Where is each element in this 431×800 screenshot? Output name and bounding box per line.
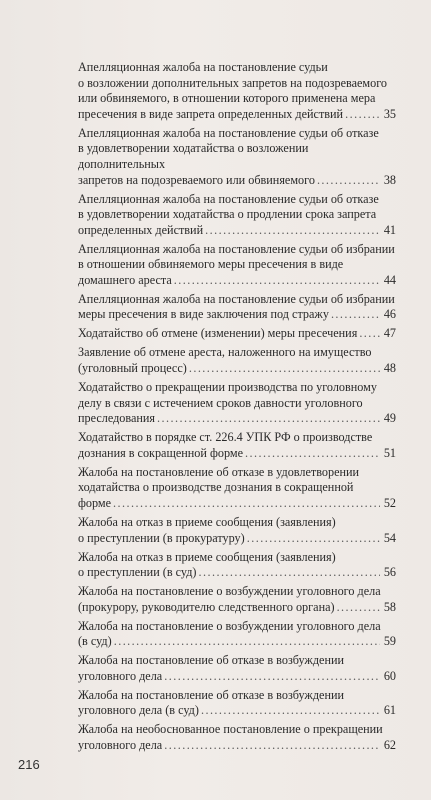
toc-entry-page: 51 [383,445,396,460]
toc-entry-line: о преступлении (в прокуратуру) [78,530,245,545]
toc-entry-last-line [78,634,396,650]
toc-entry [78,550,396,581]
toc-entry-last-line [78,273,396,289]
dot-leader [114,634,380,650]
toc-entry [78,688,396,719]
toc-entry-last-line [78,326,396,342]
toc-entry-last-line [78,703,396,719]
toc-entry-last-line [78,669,396,685]
toc-entry-line: меры пресечения в виде заключения под стражу [78,307,329,322]
toc-entry [78,430,396,461]
toc-entry-line: ходатайства о производстве дознания в сокращенной [78,480,354,495]
toc-entry-page: 41 [383,222,396,237]
toc-entry-page: 52 [383,495,396,510]
toc-entry-line: Апелляционная жалоба на постановление судьи об отказе [78,191,379,206]
toc-entry-line: о преступлении (в суд) [78,565,197,580]
toc-entry [78,515,396,546]
dot-leader [245,446,380,462]
toc-entry-last-line [78,565,396,581]
toc-entry-line: пресечения в виде запрета определенных действий [78,106,344,121]
toc-entry [78,126,396,188]
toc-entry-line: форме [78,495,112,510]
dot-leader [345,107,380,123]
toc-entry-line: (прокурору, руководителю следственного органа) [78,599,335,614]
toc-entry [78,619,396,650]
toc-entry-last-line [78,173,396,189]
toc-entry-line: определенных действий [78,222,204,237]
toc-entry [78,242,396,289]
dot-leader [337,600,380,616]
toc-entry-line: Жалоба на постановление о возбуждении уголовного дела [78,584,381,599]
toc-entry-line: в отношении обвиняемого меры пресечения в виде [78,257,344,272]
toc-entry-page: 38 [383,172,396,187]
toc-entry-page: 62 [383,738,396,752]
toc-entry-line: домашнего ареста [78,272,172,287]
toc-entry-page: 44 [383,272,396,287]
toc-entry-line: уголовного дела [78,738,163,752]
toc-entry-last-line [78,107,396,123]
toc-entry-last-line [78,531,396,547]
toc-entry-page: 49 [383,411,396,426]
dot-leader [174,273,380,289]
dot-leader [189,361,380,377]
toc-entry-line: в удовлетворении ходатайства о продлении срока запрета [78,207,377,222]
toc-entry-line: Жалоба на необоснованное постановление о прекращении [78,722,383,737]
toc-entry [78,380,396,427]
dot-leader [331,307,380,323]
toc-entry [78,292,396,323]
dot-leader [157,411,380,427]
toc-entry-line: Апелляционная жалоба на постановление судьи об отказе [78,125,379,140]
dot-leader [205,223,380,239]
page-number: 216 [18,757,40,772]
toc-entry [78,653,396,684]
toc-entry [78,465,396,512]
toc-entry-line: Апелляционная жалоба на постановление судьи об избрании [78,241,395,256]
toc-entry-line: Жалоба на отказ в приеме сообщения (заявления) [78,549,336,564]
toc-entry-line: уголовного дела [78,668,163,683]
toc-entry-line: Заявление об отмене ареста, наложенного на имущество [78,345,372,360]
toc-entry-page: 47 [383,326,396,341]
toc-entry [78,345,396,376]
toc-entry-line: Апелляционная жалоба на постановление судьи об избрании [78,291,395,306]
toc-entry-line: Ходатайство о прекращении производства по уголовному [78,380,377,395]
toc-entry-page: 60 [383,668,396,683]
toc-entry [78,722,396,753]
toc-entry-page: 48 [383,361,396,376]
dot-leader [164,669,380,685]
toc-entry-line: запретов на подозреваемого или обвиняемого [78,172,315,187]
toc-entry-line: преследования [78,411,156,426]
dot-leader [317,173,380,189]
toc-entry-page: 35 [383,106,396,121]
toc-entry-line: Жалоба на отказ в приеме сообщения (заявления) [78,514,336,529]
toc-entry-line: дознания в сокращенной форме [78,445,243,460]
toc-entry-last-line [78,738,396,754]
toc-entry-line: Жалоба на постановление об отказе в возбуждении [78,653,345,668]
toc-entry-line: делу в связи с истечением сроков давности уголовного [78,395,363,410]
toc-entry-last-line [78,446,396,462]
dot-leader [198,565,380,581]
toc-entry-last-line [78,223,396,239]
toc-entry-line: в удовлетворении ходатайства о возложении дополнительных [78,141,309,171]
table-of-contents [78,60,396,757]
toc-entry [78,192,396,239]
toc-entry [78,584,396,615]
toc-entry-last-line [78,411,396,427]
toc-entry-line: Апелляционная жалоба на постановление судьи [78,60,328,74]
toc-entry-line: Ходатайство в порядке ст. 226.4 УПК РФ о производстве [78,430,373,445]
toc-entry-page: 58 [383,599,396,614]
toc-entry-page: 54 [383,530,396,545]
dot-leader [201,703,380,719]
toc-entry-line: или обвиняемого, в отношении которого применена мера [78,91,376,106]
toc-entry-line: (уголовный процесс) [78,361,187,376]
toc-entry-last-line [78,307,396,323]
toc-entry-line: (в суд) [78,634,112,649]
toc-entry-line: о возложении дополнительных запретов на подозреваемого [78,75,387,90]
toc-entry-line: Ходатайство об отмене (изменении) меры пресечения [78,326,358,341]
dot-leader [247,531,380,547]
toc-entry-line: Жалоба на постановление об отказе в возбуждении [78,687,345,702]
toc-entry-page: 46 [383,307,396,322]
toc-entry-last-line [78,496,396,512]
toc-entry-page: 59 [383,634,396,649]
toc-entry-line: Жалоба на постановление о возбуждении уголовного дела [78,618,381,633]
toc-entry-line: Жалоба на постановление об отказе в удовлетворении [78,464,360,479]
toc-entry [78,326,396,342]
dot-leader [164,738,380,754]
dot-leader [113,496,380,512]
toc-entry [78,60,396,122]
toc-entry-page: 56 [383,565,396,580]
toc-entry-page: 61 [383,703,396,718]
toc-entry-line: уголовного дела (в суд) [78,703,199,718]
toc-entry-last-line [78,600,396,616]
toc-entry-last-line [78,361,396,377]
dot-leader [359,326,380,342]
